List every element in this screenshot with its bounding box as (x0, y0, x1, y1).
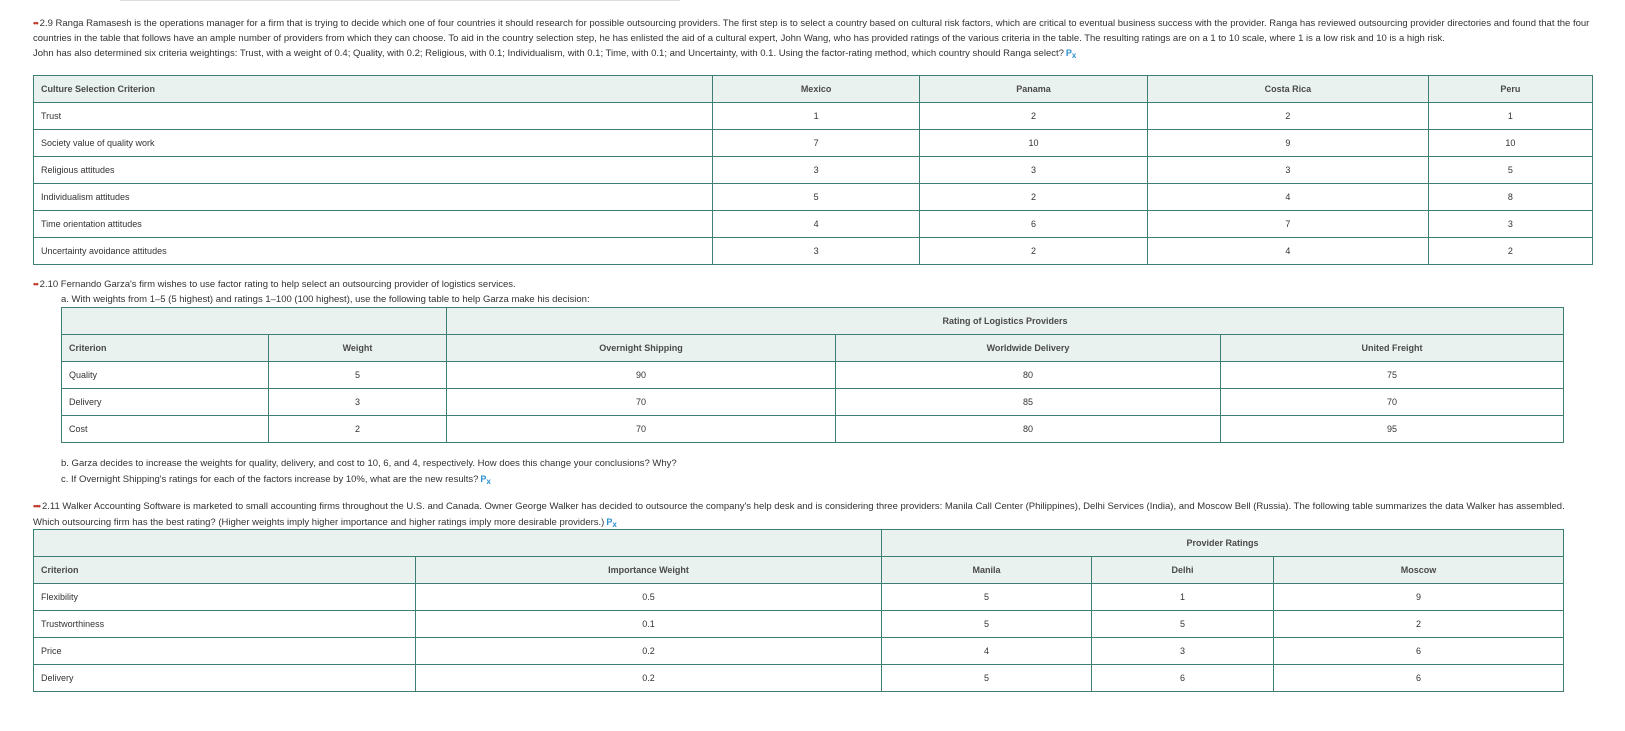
culture-criteria-table (33, 75, 1593, 265)
logistics-providers-table (61, 307, 1564, 443)
value-cell: 7 (1147, 211, 1428, 238)
table-row (34, 584, 1564, 611)
value-cell: 6 (1274, 638, 1564, 665)
group-header-row (62, 308, 1564, 335)
problem-2-9-text (33, 17, 1593, 46)
value-cell: 2 (920, 103, 1148, 130)
value-cell: 4 (1147, 184, 1428, 211)
provider-ratings-table (33, 529, 1564, 692)
table-header-row (62, 335, 1564, 362)
column-header: Importance Weight (416, 557, 882, 584)
value-cell: 10 (920, 130, 1148, 157)
value-cell: 1 (1428, 103, 1592, 130)
row-label-cell: Price (34, 638, 416, 665)
column-header: Manila (882, 557, 1092, 584)
column-header: Moscow (1274, 557, 1564, 584)
value-cell: 2 (1274, 611, 1564, 638)
table-row (34, 638, 1564, 665)
table-row (34, 665, 1564, 692)
group-header: Provider Ratings (882, 530, 1564, 557)
value-cell: 1 (1092, 584, 1274, 611)
value-cell: 5 (882, 611, 1092, 638)
value-cell: 3 (269, 389, 447, 416)
problem-body-2: John has also determined six criteria weightings: Trust, with a weight of 0.4; Quality, with 0.2; Religious, with 0.1; Individualism, with 0.1; Time, with 0.1; and Uncertainty, with 0.1. Using the factor-rating method, which country should Ranga select? (33, 48, 1064, 59)
problem-number: 2.9 (39, 18, 53, 29)
column-header: Culture Selection Criterion (34, 76, 713, 103)
value-cell: 85 (836, 389, 1221, 416)
column-header: Peru (1428, 76, 1592, 103)
problem-2-9-text2 (33, 46, 1593, 64)
difficulty-dots-icon: •• (33, 18, 38, 29)
value-cell: 3 (1092, 638, 1274, 665)
value-cell: 0.2 (416, 665, 882, 692)
value-cell: 3 (1428, 211, 1592, 238)
px-tutorial-icon[interactable]: P x (606, 517, 616, 527)
difficulty-dots-icon: ••• (33, 501, 40, 512)
group-header-empty (62, 308, 447, 335)
row-label-cell: Quality (62, 362, 269, 389)
value-cell: 6 (1092, 665, 1274, 692)
difficulty-dots-icon: •• (33, 279, 38, 290)
problem-2-11 (33, 500, 1593, 532)
top-divider (120, 0, 680, 4)
value-cell: 4 (712, 211, 919, 238)
table-row (34, 130, 1593, 157)
row-label-cell: Trust (34, 103, 713, 130)
table-row (62, 362, 1564, 389)
value-cell: 6 (920, 211, 1148, 238)
value-cell: 3 (920, 157, 1148, 184)
value-cell: 5 (1428, 157, 1592, 184)
value-cell: 70 (1221, 389, 1564, 416)
row-label-cell: Delivery (34, 665, 416, 692)
value-cell: 2 (920, 238, 1148, 265)
table-row (34, 211, 1593, 238)
column-header: Panama (920, 76, 1148, 103)
row-label-cell: Individualism attitudes (34, 184, 713, 211)
table-row (34, 184, 1593, 211)
table-row (34, 157, 1593, 184)
value-cell: 80 (836, 362, 1221, 389)
table-row (34, 103, 1593, 130)
column-header: Worldwide Delivery (836, 335, 1221, 362)
table-row (34, 238, 1593, 265)
problem-number: 2.10 (39, 279, 59, 290)
value-cell: 4 (882, 638, 1092, 665)
value-cell: 7 (712, 130, 919, 157)
value-cell: 2 (920, 184, 1148, 211)
value-cell: 6 (1274, 665, 1564, 692)
value-cell: 1 (712, 103, 919, 130)
px-tutorial-icon[interactable]: P x (480, 474, 490, 484)
value-cell: 9 (1147, 130, 1428, 157)
value-cell: 0.5 (416, 584, 882, 611)
column-header: Mexico (712, 76, 919, 103)
problem-body: Fernando Garza's firm wishes to use factor rating to help select an outsourcing provider of logistics services. (60, 279, 516, 290)
value-cell: 70 (447, 389, 836, 416)
value-cell: 90 (447, 362, 836, 389)
problem-2-11-text (33, 500, 1593, 532)
value-cell: 95 (1221, 416, 1564, 443)
table-header-row (34, 76, 1593, 103)
problem-2-10-part-c: c. If Overnight Shipping's ratings for each of the factors increase by 10%, what are the new results? (61, 473, 479, 485)
value-cell: 75 (1221, 362, 1564, 389)
value-cell: 5 (882, 665, 1092, 692)
value-cell: 70 (447, 416, 836, 443)
table-row (34, 611, 1564, 638)
value-cell: 0.2 (416, 638, 882, 665)
value-cell: 10 (1428, 130, 1592, 157)
row-label-cell: Time orientation attitudes (34, 211, 713, 238)
value-cell: 0.1 (416, 611, 882, 638)
column-header: Weight (269, 335, 447, 362)
row-label-cell: Trustworthiness (34, 611, 416, 638)
column-header: United Freight (1221, 335, 1564, 362)
value-cell: 2 (1428, 238, 1592, 265)
value-cell: 4 (1147, 238, 1428, 265)
problem-2-10-part-a: a. With weights from 1–5 (5 highest) and ratings 1–100 (100 highest), use the following table to help Garza make his decision: (61, 293, 590, 305)
value-cell: 2 (1147, 103, 1428, 130)
column-header: Criterion (62, 335, 269, 362)
value-cell: 3 (1147, 157, 1428, 184)
column-header: Overnight Shipping (447, 335, 836, 362)
column-header: Delhi (1092, 557, 1274, 584)
px-tutorial-icon[interactable]: P x (1066, 48, 1076, 58)
group-header-row (34, 530, 1564, 557)
problem-number: 2.11 (41, 501, 60, 512)
value-cell: 3 (712, 238, 919, 265)
problem-2-10-part-b: b. Garza decides to increase the weights for quality, delivery, and cost to 10, 6, and 4, respectively. How does this change your conclusions? Why? (61, 458, 677, 469)
problem-2-10 (33, 278, 1593, 307)
group-header: Rating of Logistics Providers (447, 308, 1564, 335)
value-cell: 5 (1092, 611, 1274, 638)
row-label-cell: Uncertainty avoidance attitudes (34, 238, 713, 265)
row-label-cell: Cost (62, 416, 269, 443)
table-row (62, 416, 1564, 443)
value-cell: 2 (269, 416, 447, 443)
row-label-cell: Religious attitudes (34, 157, 713, 184)
value-cell: 80 (836, 416, 1221, 443)
problem-body: Ranga Ramasesh is the operations manager for a firm that is trying to decide which one of four countries it should research for possible outsourcing providers. The first step is to select a country based on cultural risk factors, which are critical to eventual business success with the provider. Ranga has reviewed outsourcing provider directories and found that the four countries in the table that follows have an ample number of providers from which they can choose. To aid in the country selection step, he has enlisted the aid of a cultural expert, John Wang, who has provided ratings of the various criteria in the table. The resulting ratings are on a 1 to 10 scale, where 1 is a low risk and 10 is a high risk. (33, 18, 1590, 44)
value-cell: 5 (882, 584, 1092, 611)
value-cell: 5 (269, 362, 447, 389)
column-header: Costa Rica (1147, 76, 1428, 103)
value-cell: 9 (1274, 584, 1564, 611)
value-cell: 8 (1428, 184, 1592, 211)
table-header-row (34, 557, 1564, 584)
value-cell: 3 (712, 157, 919, 184)
problem-body: Walker Accounting Software is marketed to small accounting firms throughout the U.S. and Canada. Owner George Walker has decided to outsource the company's help desk and is considering three providers: Manila Call Center (Philippines), Delhi Services (India), and Moscow Bell (Russia). The following table summarizes the data Walker has assembled. Which outsourcing firm has the best rating? (Higher weights imply higher importance and higher ratings imply more desirable providers.) (33, 501, 1565, 528)
problem-2-10-part-c-line (61, 472, 1561, 490)
row-label-cell: Flexibility (34, 584, 416, 611)
problem-2-9 (33, 17, 1593, 64)
row-label-cell: Delivery (62, 389, 269, 416)
problem-2-10-text (33, 278, 1593, 293)
value-cell: 5 (712, 184, 919, 211)
row-label-cell: Society value of quality work (34, 130, 713, 157)
column-header: Criterion (34, 557, 416, 584)
table-row (62, 389, 1564, 416)
group-header-empty (34, 530, 882, 557)
problem-2-10-parts (61, 457, 1561, 489)
